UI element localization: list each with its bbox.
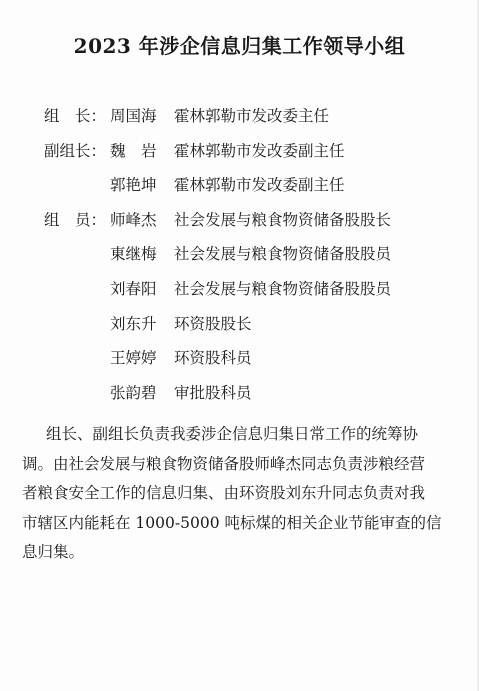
- member-post: 环资股股长: [174, 314, 252, 333]
- paragraph-line: 息归集。: [22, 543, 85, 561]
- member-name: 师峰杰: [110, 210, 157, 229]
- member-row: [44, 312, 464, 347]
- member-post: 审批股科员: [174, 383, 252, 402]
- member-post: 霍林郭勒市发改委副主任: [174, 176, 345, 195]
- member-name: 刘东升: [110, 314, 157, 333]
- member-name: 周国海: [110, 107, 157, 125]
- member-row: [44, 208, 464, 243]
- member-name: 郭艳坤: [110, 176, 157, 195]
- member-row: [44, 346, 464, 381]
- member-row: [44, 277, 464, 312]
- member-role: 副组长：: [44, 141, 107, 160]
- member-name: 魏 岩: [110, 141, 157, 160]
- member-post: 霍林郭勒市发改委副主任: [174, 141, 345, 160]
- member-post: 霍林郭勒市发改委主任: [174, 107, 330, 125]
- member-name: 刘春阳: [110, 279, 157, 298]
- member-list: [44, 104, 464, 415]
- member-post: 社会发展与粮食物资储备股股员: [174, 245, 392, 264]
- member-row: [44, 104, 464, 139]
- paragraph-line: 调。由社会发展与粮食物资储备股师峰杰同志负责涉粮经营: [22, 454, 426, 473]
- member-post: 社会发展与粮食物资储备股股员: [174, 279, 392, 298]
- member-row: [44, 242, 464, 277]
- member-row: [44, 139, 464, 174]
- member-role: 组 员：: [44, 210, 107, 229]
- paragraph-line: 市辖区内能耗在 1000-5000 吨标煤的相关企业节能审查的信: [22, 513, 442, 532]
- member-name: 東继梅: [110, 245, 157, 264]
- member-post: 环资股科员: [174, 349, 252, 368]
- member-row: [44, 173, 464, 208]
- member-post: 社会发展与粮食物资储备股股长: [174, 210, 392, 229]
- member-row: [44, 381, 464, 416]
- member-name: 张韵碧: [110, 383, 157, 402]
- paragraph-line: 组长、副组长负责我委涉企信息归集日常工作的统筹协: [46, 425, 419, 443]
- document-title: 2023 年涉企信息归集工作领导小组: [73, 34, 406, 58]
- paragraph-line: 者粮食安全工作的信息归集、由环资股刘东升同志负责对我: [22, 484, 426, 502]
- responsibility-paragraph: [22, 420, 442, 568]
- member-name: 王婷婷: [110, 349, 157, 368]
- member-role: 组 长：: [44, 107, 107, 125]
